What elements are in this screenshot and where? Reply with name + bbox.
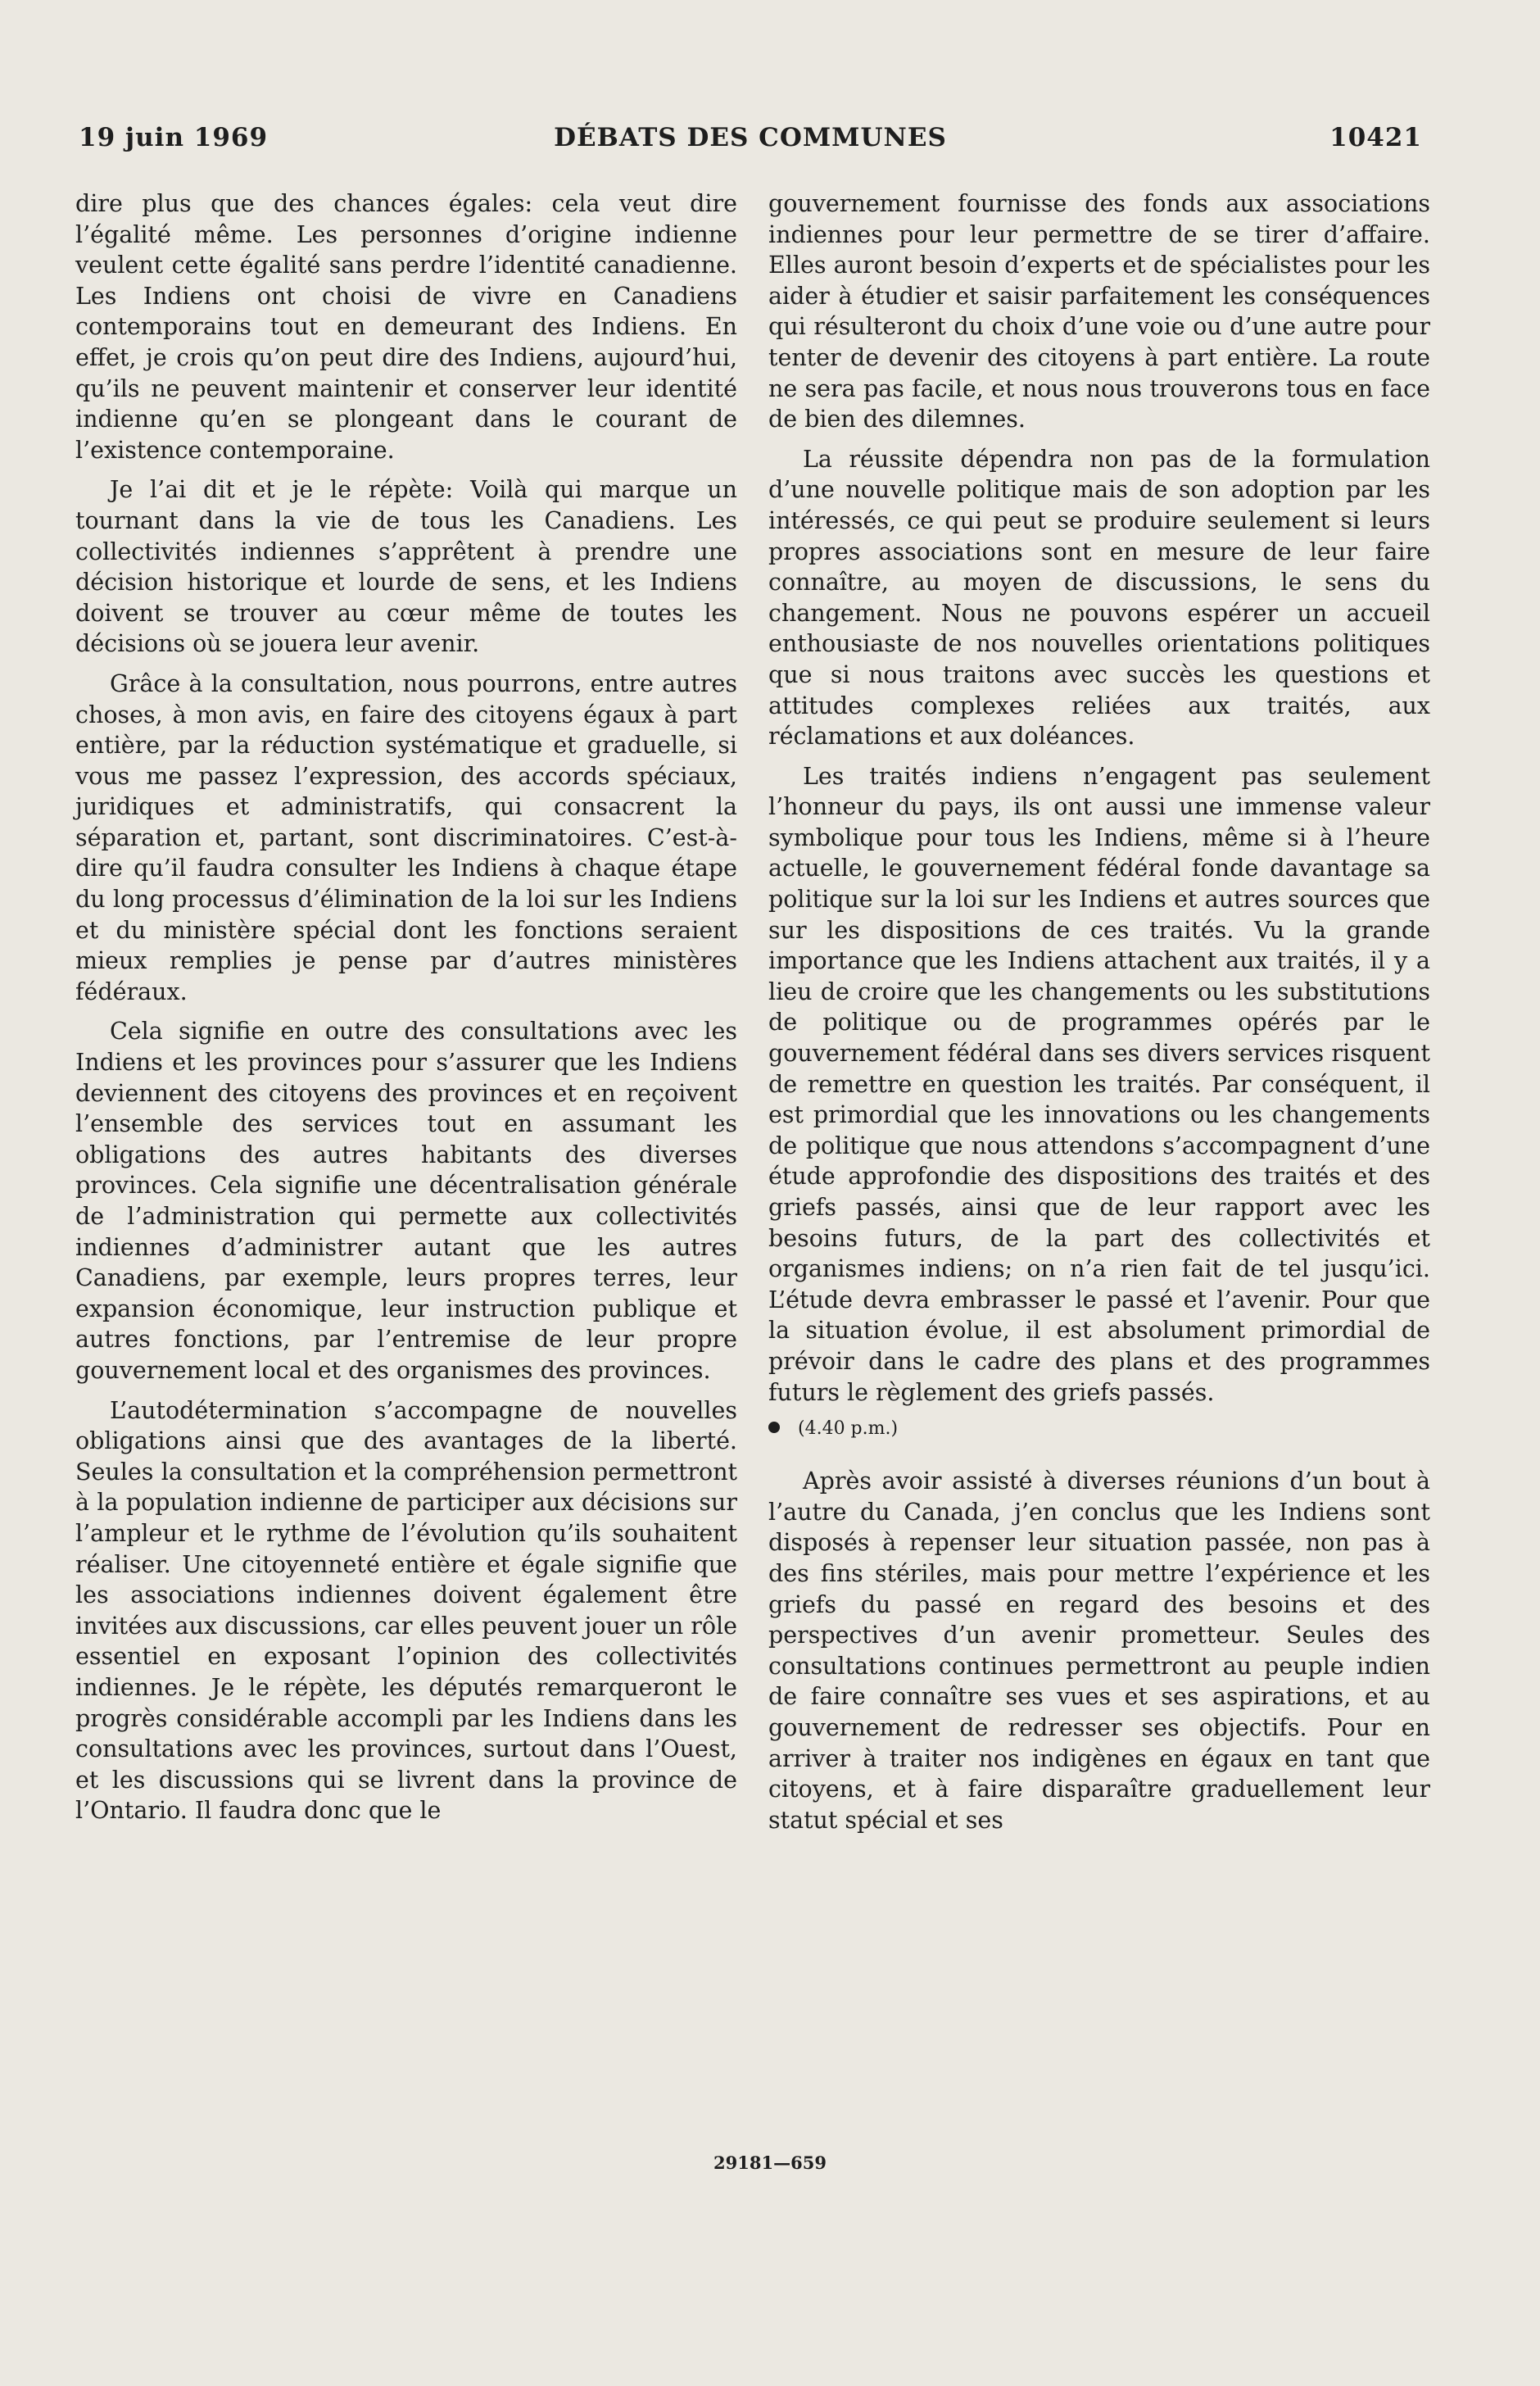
paragraph: Cela signifie en outre des consultations avec les Indiens et les provinces pour s’assurer que les Indiens deviennent des citoyens des provinces et en reçoivent l’ensemble des services tout en assumant les obligations des autres habitants des diverses provinces. Cela signifie une décentralisation générale de l’administration qui permette aux collectivités indiennes d’administrer autant que les autres Canadiens, par exemple, leurs propres terres, leur expansion économique, leur instruction publique et autres fonctions, par l’entremise de leur propre gouvernement local et des organismes des provinces. — [75, 1018, 737, 1384]
left-column — [75, 188, 737, 1835]
time-marker-text: (4.40 p.m.) — [798, 1418, 899, 1440]
header-page-number: 10421 — [1329, 123, 1422, 152]
paragraph: La réussite dépendra non pas de la formulation d’une nouvelle politique mais de son adoption par les intéressés, ce qui peut se produire seulement si leurs propres associations sont en mesure de leur faire connaître, au moyen de discussions, le sens du changement. Nous ne pouvons espérer un accueil enthousiaste de nos nouvelles orientations politiques que si nous traitons avec succès les questions et attitudes complexes reliées aux traités, aux réclamations et aux doléances. — [768, 445, 1430, 751]
paragraph: gouvernement fournisse des fonds aux associations indiennes pour leur permettre de se tirer d’affaire. Elles auront besoin d’experts et de spécialistes pour les aider à étudier et saisir parfaitement les conséquences qui résulteront du choix d’une voie ou d’une autre pour tenter de devenir des citoyens à part entière. La route ne sera pas facile, et nous nous trouverons tous en face de bien des dilemnes. — [768, 190, 1430, 433]
paragraph: Grâce à la consultation, nous pourrons, entre autres choses, à mon avis, en faire des citoyens égaux à part entière, par la réduction systématique et graduelle, si vous me passez l’expression, des accords spéciaux, juridiques et administratifs, qui consacrent la séparation et, partant, sont discriminatoires. C’est-à-dire qu’il faudra consulter les Indiens à chaque étape du long processus d’élimination de la loi sur les Indiens et du ministère spécial dont les fonctions seraient mieux remplies je pense par d’autres ministères fédéraux. — [75, 669, 737, 1005]
paragraph: Les traités indiens n’engagent pas seulement l’honneur du pays, ils ont aussi une immense valeur symbolique pour tous les Indiens, même si à l’heure actuelle, le gouvernement fédéral fonde davantage sa politique sur la loi sur les Indiens et autres sources que sur les dispositions de ces traités. Vu la grande importance que les Indiens attachent aux traités, il y a lieu de croire que les changements ou les substitutions de politique ou de programmes opérés par le gouvernement fédéral dans ses divers services risquent de remettre en question les traités. Par conséquent, il est primordial que les innovations ou les changements de politique que nous attendons s’accompagnent d’une étude approfondie des dispositions des traités et des griefs passés, ainsi que de leur rapport avec les besoins futurs, de la part des collectivités et organismes indiens; on n’a rien fait de tel jusqu’ici. L’étude devra embrasser le passé et l’avenir. Pour que la situation évolue, il est absolument primordial de prévoir dans le cadre des plans et des programmes futurs le règlement des griefs passés. — [768, 762, 1430, 1406]
header-title: DÉBATS DES COMMUNES — [554, 123, 947, 152]
header-date: 19 juin 1969 — [79, 123, 269, 152]
page-header — [79, 123, 1422, 164]
bullet-icon — [768, 1422, 780, 1433]
right-column — [768, 188, 1430, 1844]
paragraph: dire plus que des chances égales: cela veut dire l’égalité même. Les personnes d’origine indienne veulent cette égalité sans perdre l’identité canadienne. Les Indiens ont choisi de vivre en Canadiens contemporains tout en demeurant des Indiens. En effet, je crois qu’on peut dire des Indiens, aujourd’hui, qu’ils ne peuvent maintenir et conserver leur identité indienne qu’en se plongeant dans le courant de l’existence contemporaine. — [75, 190, 737, 464]
time-marker — [768, 1417, 1430, 1441]
page-footer-code: 29181—659 — [713, 2152, 827, 2173]
paragraph: L’autodétermination s’accompagne de nouvelles obligations ainsi que des avantages de la liberté. Seules la consultation et la compréhension permettront à la population indienne de participer aux décisions sur l’ampleur et le rythme de l’évolution qu’ils souhaitent réaliser. Une citoyenneté entière et égale signifie que les associations indiennes doivent également être invitées aux discussions, car elles peuvent jouer un rôle essentiel en exposant l’opinion des collectivités indiennes. Je le répète, les députés remarqueront le progrès considérable accompli par les Indiens dans les consultations avec les provinces, surtout dans l’Ouest, et les discussions qui se livrent dans la province de l’Ontario. Il faudra donc que le — [75, 1396, 737, 1825]
paragraph: Je l’ai dit et je le répète: Voilà qui marque un tournant dans la vie de tous les Canadiens. Les collectivités indiennes s’apprêtent à prendre une décision historique et lourde de sens, et les Indiens doivent se trouver au cœur même de toutes les décisions où se jouera leur avenir. — [75, 476, 737, 658]
paragraph: Après avoir assisté à diverses réunions d’un bout à l’autre du Canada, j’en conclus que les Indiens sont disposés à repenser leur situation passée, non pas à des fins stériles, mais pour mettre l’expérience et les griefs du passé en regard des besoins et des perspectives d’un avenir prometteur. Seules des consultations continues permettront au peuple indien de faire connaître ses vues et ses aspirations, et au gouvernement de redresser ses objectifs. Pour en arriver à traiter nos indigènes en égaux en tant que citoyens, et à faire disparaître graduellement leur statut spécial et ses — [768, 1467, 1430, 1834]
